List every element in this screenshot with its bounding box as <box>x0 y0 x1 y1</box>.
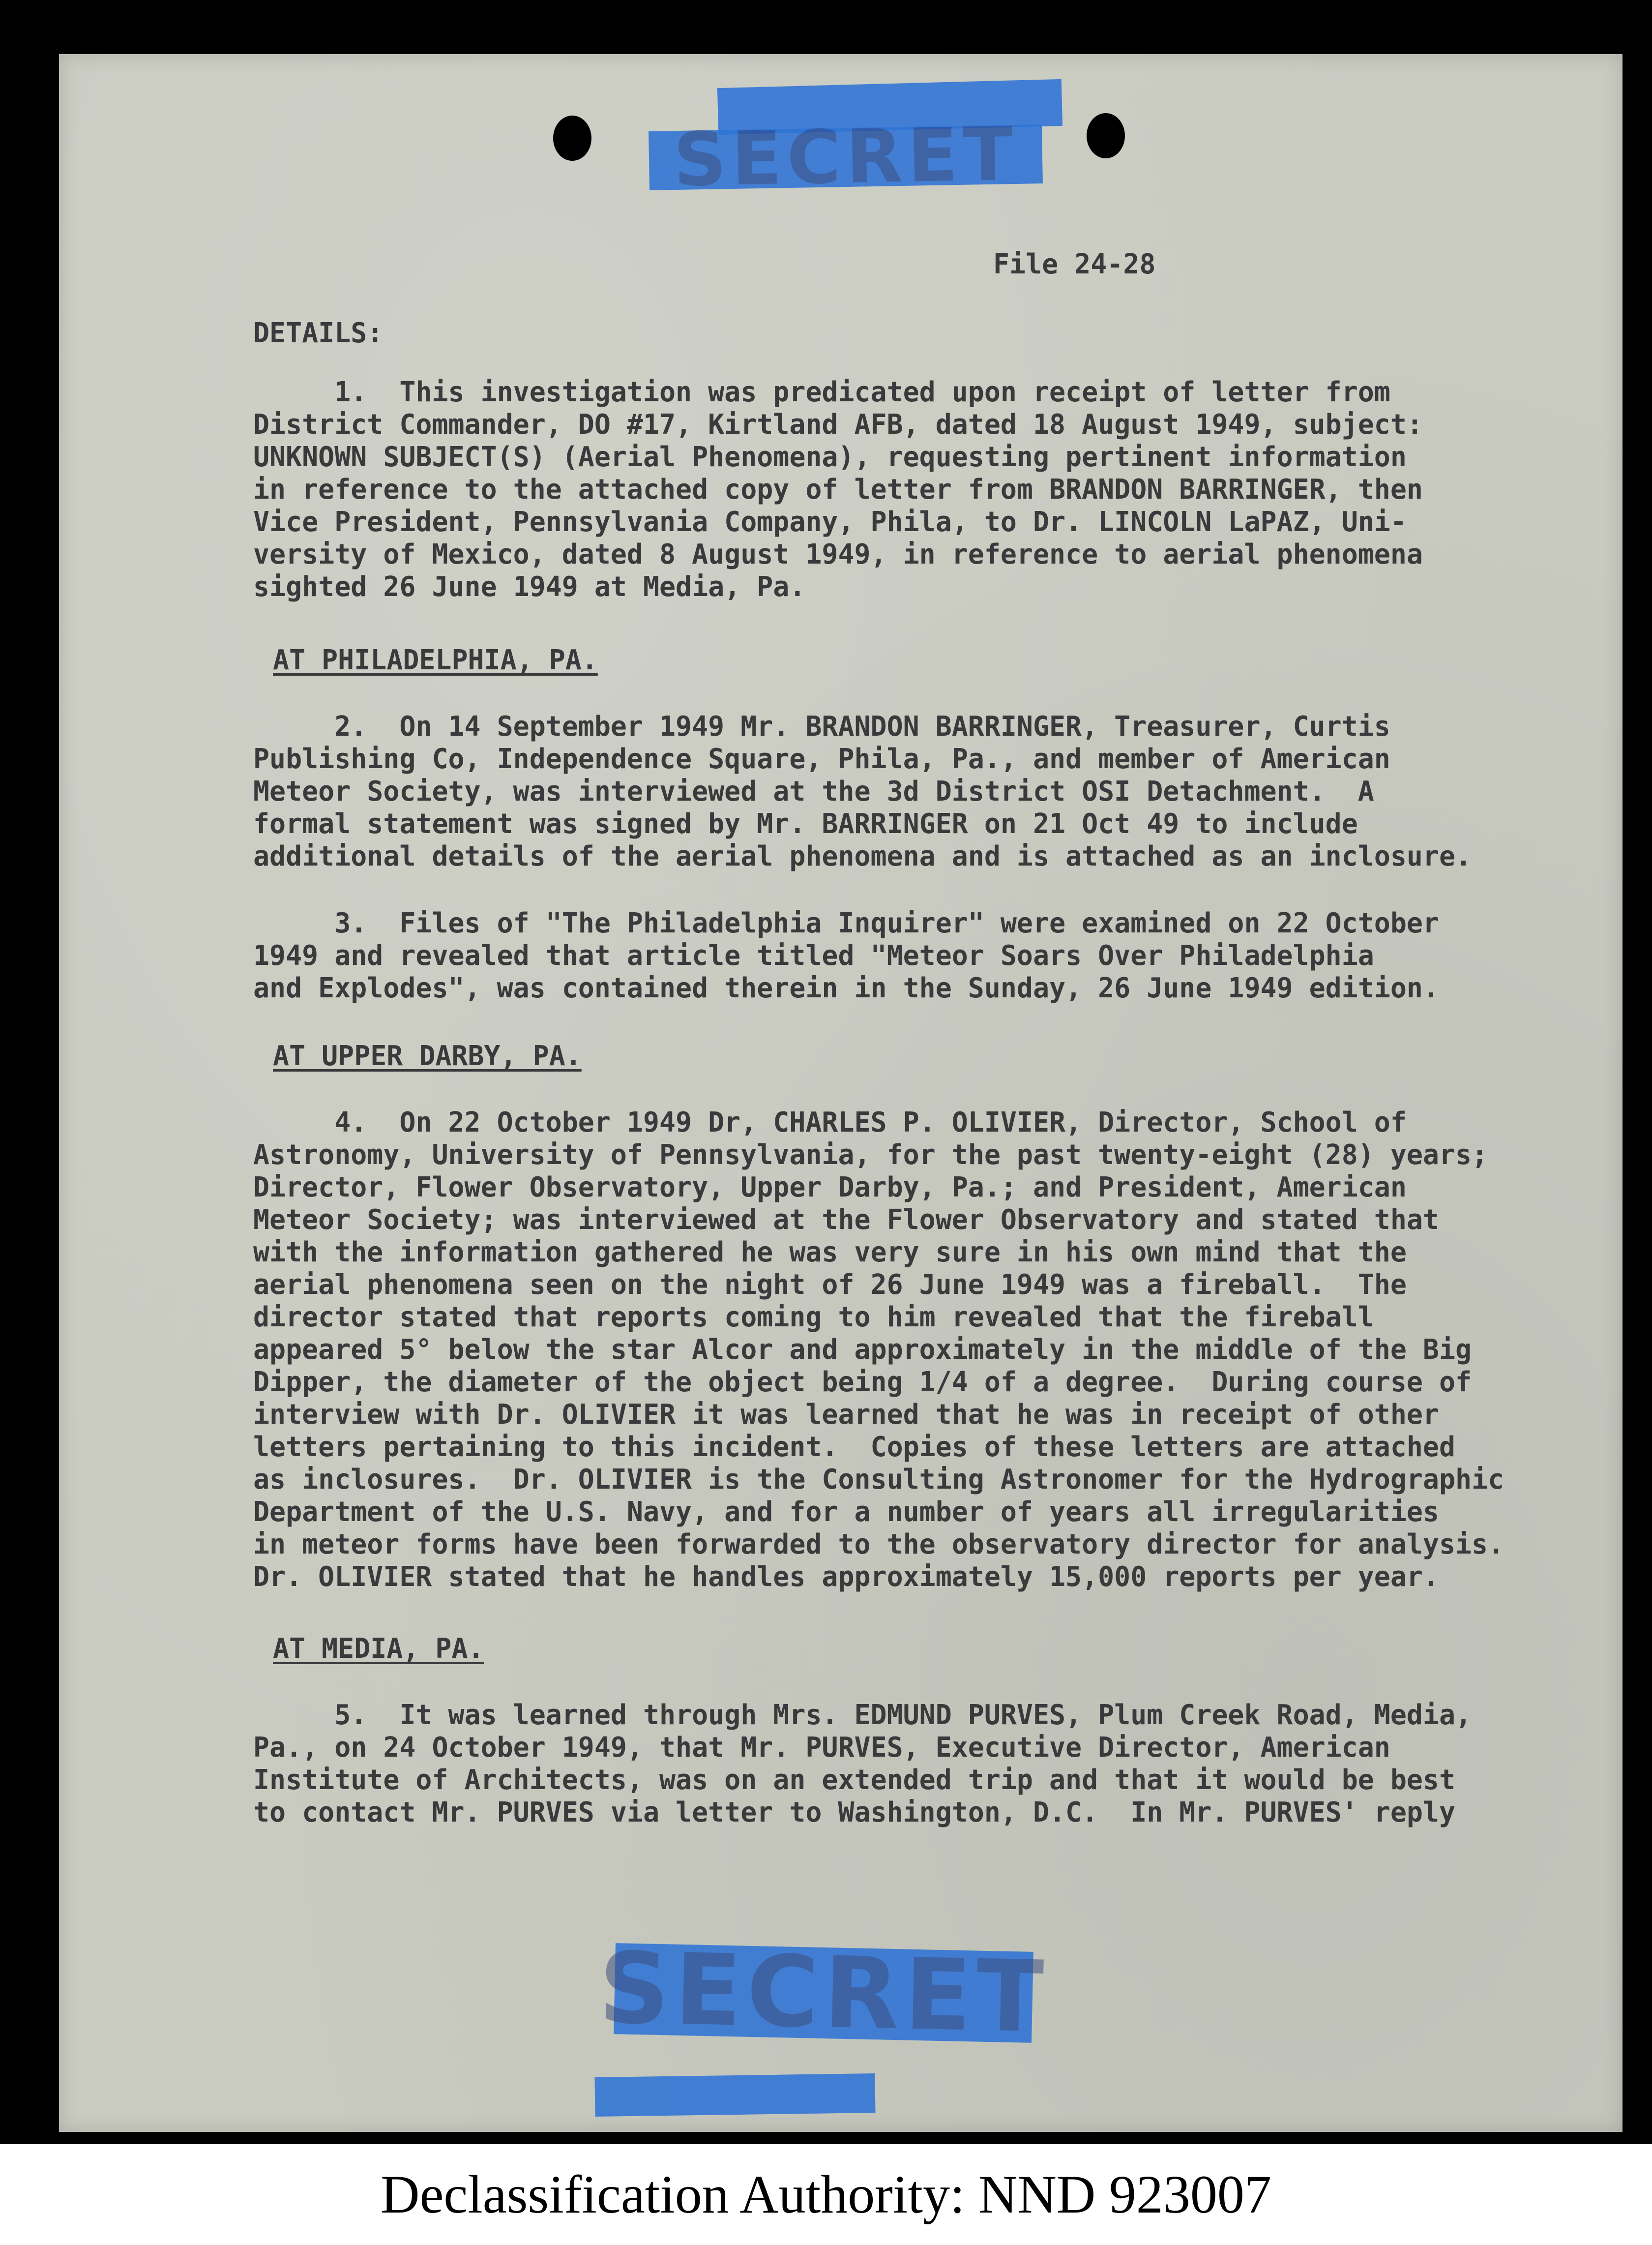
paragraph-1-line: District Commander, DO #17, Kirtland AFB, dated 18 August 1949, subject: <box>253 409 1423 441</box>
paragraph-3-line: and Explodes", was contained therein in the Sunday, 26 June 1949 edition. <box>253 972 1439 1004</box>
paragraph-2-line: additional details of the aerial phenomena and is attached as an inclosure. <box>253 840 1472 872</box>
paragraph-4-line: Meteor Society; was interviewed at the Flower Observatory and stated that <box>253 1204 1439 1236</box>
paragraph-4-line: Dipper, the diameter of the object being 1/4 of a degree. During course of <box>253 1366 1472 1398</box>
paragraph-4-line: with the information gathered he was very sure in his own mind that the <box>253 1236 1407 1268</box>
paragraph-5-line: Pa., on 24 October 1949, that Mr. PURVES, Executive Director, American <box>253 1732 1390 1764</box>
paragraph-1-line: UNKNOWN SUBJECT(S) (Aerial Phenomena), requesting pertinent information <box>253 441 1407 473</box>
paragraph-4-line: Department of the U.S. Navy, and for a number of years all irregularities <box>253 1496 1439 1528</box>
paragraph-4-line: Astronomy, University of Pennsylvania, for the past twenty-eight (28) years; <box>253 1139 1488 1171</box>
paragraph-4-line: director stated that reports coming to him revealed that the fireball <box>253 1301 1374 1333</box>
document-page <box>59 54 1622 2132</box>
section-heading-philadelphia: AT PHILADELPHIA, PA. <box>273 644 598 676</box>
classification-stamp-bottom-text: SECRET <box>597 1931 1050 2055</box>
paragraph-1-line: in reference to the attached copy of letter from BRANDON BARRINGER, then <box>253 474 1423 506</box>
paragraph-1-line: 1. This investigation was predicated upon receipt of letter from <box>253 376 1390 408</box>
paragraph-2-line: Meteor Society, was interviewed at the 3d District OSI Detachment. A <box>253 776 1374 808</box>
paragraph-4-line: interview with Dr. OLIVIER it was learned that he was in receipt of other <box>253 1399 1439 1431</box>
details-heading: DETAILS: <box>253 317 384 349</box>
paragraph-4-line: Director, Flower Observatory, Upper Darby, Pa.; and President, American <box>253 1171 1407 1203</box>
section-heading-media: AT MEDIA, PA. <box>273 1633 484 1665</box>
paragraph-4-line: in meteor forms have been forwarded to the observatory director for analysis. <box>253 1528 1504 1560</box>
paragraph-2-line: Publishing Co, Independence Square, Phila, Pa., and member of American <box>253 743 1390 775</box>
paragraph-3-line: 1949 and revealed that article titled "Meteor Soars Over Philadelphia <box>253 940 1374 972</box>
paragraph-4-line: aerial phenomena seen on the night of 26 June 1949 was a fireball. The <box>253 1269 1407 1301</box>
section-heading-upper-darby: AT UPPER DARBY, PA. <box>273 1040 582 1072</box>
paragraph-1-line: Vice President, Pennsylvania Company, Phila, to Dr. LINCOLN LaPAZ, Uni- <box>253 506 1407 538</box>
classification-stamp-top <box>649 111 1043 204</box>
paragraph-3-line: 3. Files of "The Philadelphia Inquirer" were examined on 22 October <box>253 907 1439 939</box>
file-number: File 24-28 <box>993 248 1156 280</box>
paragraph-5-line: 5. It was learned through Mrs. EDMUND PURVES, Plum Creek Road, Media, <box>253 1699 1472 1731</box>
paragraph-2-line: formal statement was signed by Mr. BARRINGER on 21 Oct 49 to include <box>253 808 1358 840</box>
paragraph-4-line: appeared 5° below the star Alcor and approximately in the middle of the Big <box>253 1334 1472 1366</box>
punch-hole-right <box>1087 113 1125 158</box>
paragraph-4-line: letters pertaining to this incident. Copies of these letters are attached <box>253 1431 1456 1463</box>
redaction-mark-bottom <box>594 2073 875 2117</box>
paragraph-5-line: to contact Mr. PURVES via letter to Washington, D.C. In Mr. PURVES' reply <box>253 1796 1456 1828</box>
classification-stamp-top-text: SECRET <box>673 111 1019 204</box>
punch-hole-left <box>553 116 591 161</box>
paragraph-4-line: Dr. OLIVIER stated that he handles approximately 15,000 reports per year. <box>253 1561 1439 1593</box>
paragraph-4-line: as inclosures. Dr. OLIVIER is the Consulting Astronomer for the Hydrographic <box>253 1464 1504 1496</box>
paragraph-1-line: sighted 26 June 1949 at Media, Pa. <box>253 571 806 603</box>
classification-stamp-bottom <box>597 1931 1050 2055</box>
paragraph-2-line: 2. On 14 September 1949 Mr. BRANDON BARRINGER, Treasurer, Curtis <box>253 711 1390 743</box>
paragraph-5-line: Institute of Architects, was on an extended trip and that it would be best <box>253 1764 1456 1796</box>
paragraph-4-line: 4. On 22 October 1949 Dr, CHARLES P. OLIVIER, Director, School of <box>253 1107 1407 1138</box>
declassification-authority: Declassification Authority: NND 923007 <box>0 2144 1652 2245</box>
paragraph-1-line: versity of Mexico, dated 8 August 1949, in reference to aerial phenomena <box>253 539 1423 570</box>
